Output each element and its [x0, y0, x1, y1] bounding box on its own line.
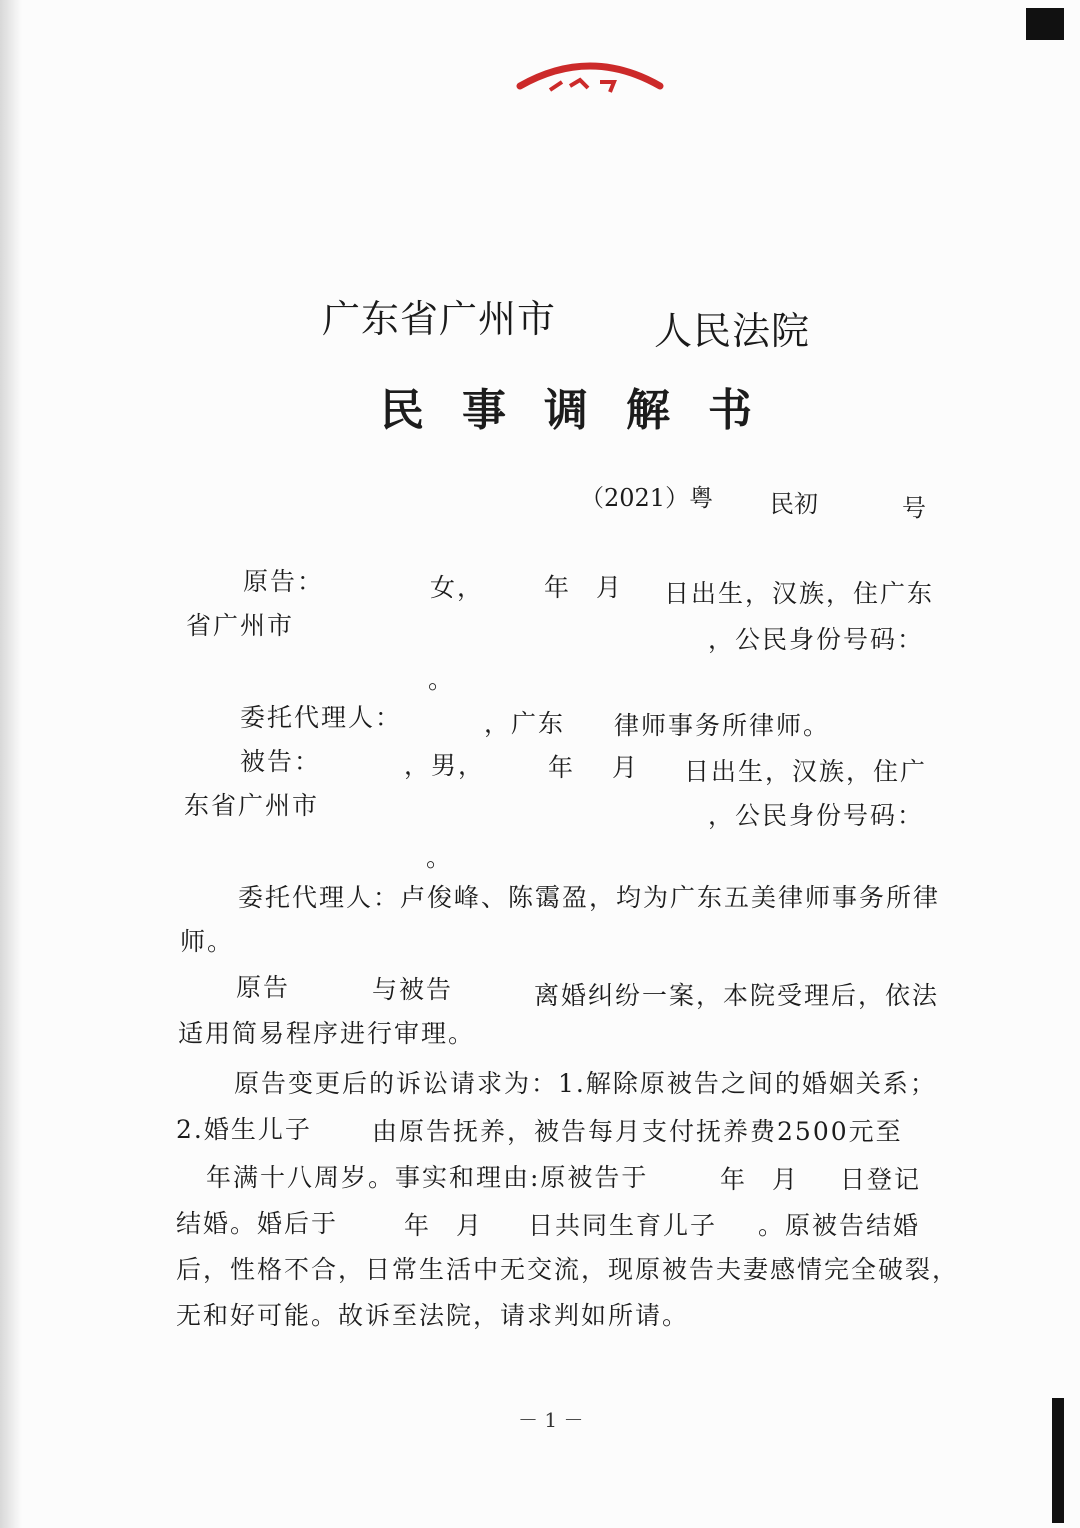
body-line-11-segment-1: 适用简易程序进行审理。 — [178, 1019, 476, 1048]
body-line-15-segment-2: 年 — [404, 1211, 432, 1240]
case-number-part2: 民初 — [770, 490, 818, 518]
body-line-15-segment-5: 。原被告结婚 — [758, 1211, 921, 1240]
body-line-4-segment-2: ，广东 — [484, 709, 566, 738]
body-line-13-segment-1: 2.婚生儿子 — [176, 1115, 312, 1144]
body-line-1-segment-5: 日出生，汉族，住广东 — [664, 579, 935, 608]
body-line-6-segment-1: 东省广州市 — [184, 791, 320, 820]
body-line-14-segment-2: 年 — [720, 1165, 748, 1194]
body-line-1-segment-1: 原告： — [243, 567, 325, 596]
body-line-4-segment-3: 律师事务所律师。 — [614, 711, 831, 740]
document-title: 民事调解书 — [380, 385, 790, 436]
body-line-17-segment-1: 无和好可能。故诉至法院，请求判如所请。 — [176, 1301, 690, 1330]
case-number-part1: （2021）粤 — [580, 484, 714, 512]
body-line-5-segment-5: 日出生，汉族，住广 — [684, 757, 928, 786]
court-name-part1: 广东省广州市 — [322, 297, 557, 341]
body-line-2-segment-2: ，公民身份号码： — [708, 625, 925, 654]
body-line-14-segment-4: 日登记 — [840, 1165, 922, 1194]
case-number-part3: 号 — [902, 494, 926, 522]
body-line-14-segment-1: 年满十八周岁。事实和理由:原被告于 — [206, 1163, 649, 1192]
body-line-2-segment-1: 省广州市 — [186, 611, 295, 640]
body-line-7-segment-1: 。 — [426, 843, 454, 872]
body-line-6-segment-2: ，公民身份号码： — [708, 801, 925, 830]
body-line-5-segment-2: ，男， — [404, 751, 486, 780]
scan-edge-mark — [1052, 1398, 1064, 1523]
body-line-8-segment-1: 委托代理人：卢俊峰、陈霭盈，均为广东五美律师事务所律 — [238, 883, 941, 912]
body-line-1-segment-3: 年 — [544, 573, 572, 602]
court-name — [0, 288, 1080, 353]
body-line-5-segment-4: 月 — [612, 753, 640, 782]
body-line-5-segment-3: 年 — [548, 753, 576, 782]
scan-registration-mark — [1026, 8, 1064, 40]
body-line-9-segment-1: 师。 — [180, 927, 235, 956]
body-line-13-segment-2: 由原告抚养，被告每月支付抚养费2500元至 — [372, 1117, 903, 1146]
body-line-15-segment-4: 日共同生育儿子 — [528, 1211, 718, 1240]
body-line-3-segment-1: 。 — [428, 665, 456, 694]
body-line-15-segment-1: 结婚。婚后于 — [176, 1209, 339, 1238]
body-line-5-segment-1: 被告： — [240, 747, 322, 776]
body-line-1-segment-4: 月 — [596, 573, 624, 602]
body-line-16-segment-1: 后，性格不合，日常生活中无交流，现原被告夫妻感情完全破裂， — [176, 1255, 960, 1284]
body-line-10-segment-2: 与被告 — [372, 975, 454, 1004]
page-number: － 1 － — [518, 1408, 584, 1432]
body-line-12-segment-1: 原告变更后的诉讼请求为：1.解除原被告之间的婚姻关系； — [234, 1069, 937, 1098]
body-line-14-segment-3: 月 — [772, 1165, 800, 1194]
court-name-part2: 人民法院 — [654, 309, 811, 353]
body-line-10-segment-3: 离婚纠纷一案，本院受理后，依法 — [534, 981, 940, 1010]
body-line-10-segment-1: 原告 — [236, 973, 291, 1002]
body-line-4-segment-1: 委托代理人： — [240, 703, 403, 732]
court-seal-icon — [510, 52, 670, 102]
body-line-1-segment-2: 女， — [430, 573, 485, 602]
scan-edge-shadow — [0, 0, 22, 1528]
body-line-15-segment-3: 月 — [456, 1211, 484, 1240]
